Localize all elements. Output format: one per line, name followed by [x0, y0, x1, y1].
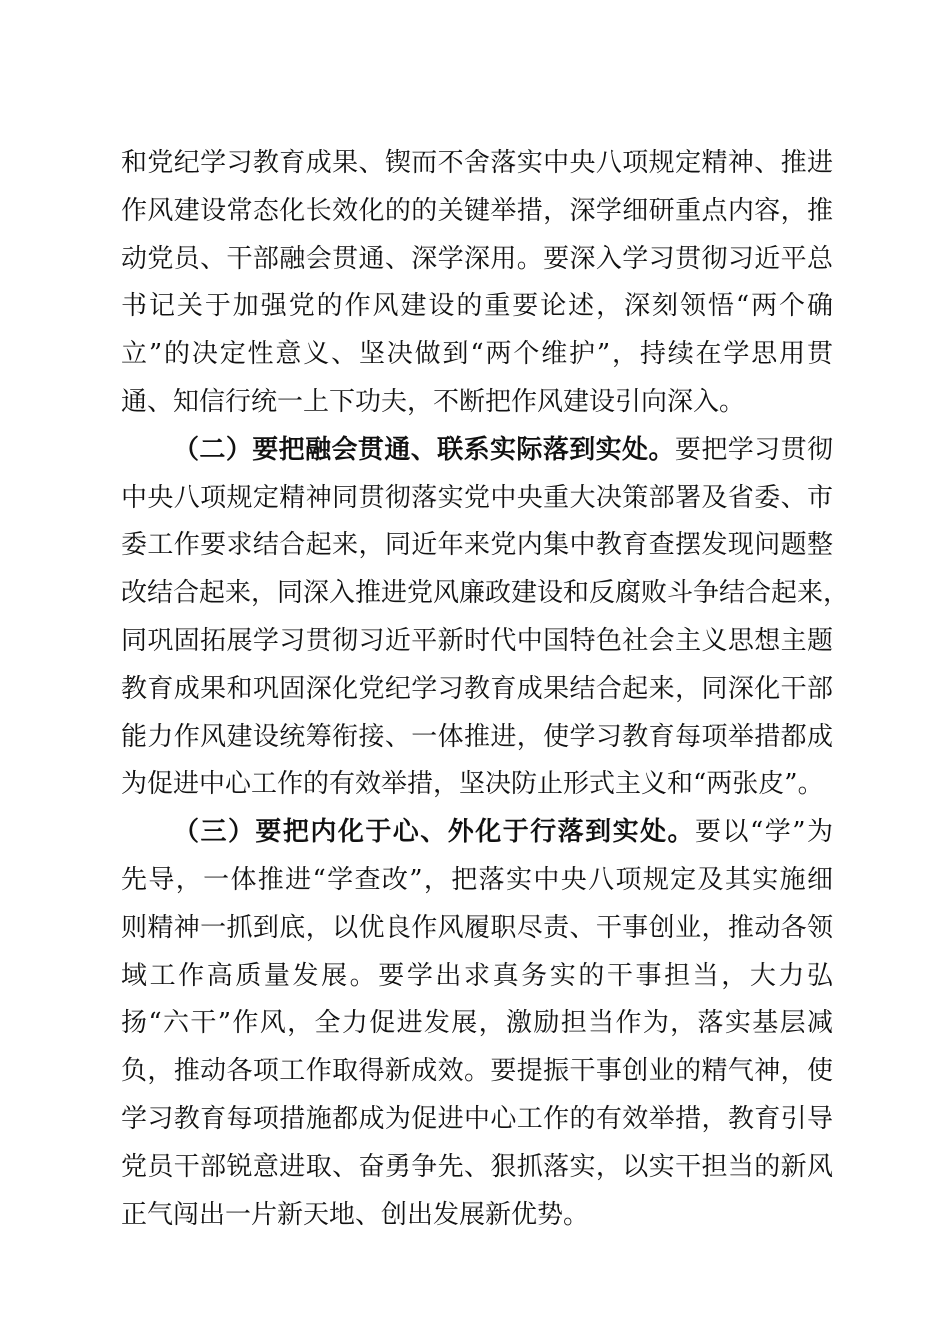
paragraph-line: 扬“六干”作风，全力促进发展，激励担当作为，落实基层减	[121, 1008, 833, 1039]
paragraph-first-line	[121, 427, 833, 475]
paragraph-line: 动党员、干部融会贯通、深学深用。要深入学习贯彻习近平总	[121, 243, 833, 274]
paragraph-text: 要以“学”为	[695, 817, 833, 848]
paragraph-line: 为促进中心工作的有效举措，坚决防止形式主义和“两张皮”。	[121, 769, 824, 800]
paragraph-line: 同巩固拓展学习贯彻习近平新时代中国特色社会主义思想主题	[121, 625, 833, 656]
document-body	[121, 140, 850, 1239]
paragraph-line: 域工作高质量发展。要学出求真务实的干事担当，大力弘	[121, 960, 833, 991]
paragraph-line: 通、知信行统一上下功夫，不断把作风建设引向深入。	[121, 386, 746, 417]
paragraph-line: 学习教育每项措施都成为促进中心工作的有效举措，教育引导	[121, 1103, 833, 1134]
paragraph-line: 教育成果和巩固深化党纪学习教育成果结合起来，同深化干部	[121, 673, 833, 704]
paragraph-line: 先导，一体推进“学查改”，把落实中央八项规定及其实施细	[121, 864, 833, 895]
paragraph-2	[121, 427, 850, 809]
paragraph-line: 能力作风建设统筹衔接、一体推进，使学习教育每项举措都成	[121, 721, 833, 752]
paragraph-line: 作风建设常态化长效化的的关键举措，深学细研重点内容，推	[121, 195, 833, 226]
paragraph-line: 中央八项规定精神同贯彻落实党中央重大决策部署及省委、市	[121, 482, 833, 513]
paragraph-3	[121, 809, 833, 1239]
section-heading: （二）要把融会贯通、联系实际落到实处。	[173, 434, 675, 465]
paragraph-1	[121, 140, 833, 427]
paragraph-text: 要把学习贯彻	[674, 434, 833, 465]
paragraph-line: 立”的决定性意义、坚决做到“两个维护”，持续在学思用贯	[121, 339, 833, 370]
paragraph-line: 委工作要求结合起来，同近年来党内集中教育查摆发现问题整	[121, 530, 833, 561]
paragraph-line: 和党纪学习教育成果、锲而不舍落实中央八项规定精神、推进	[121, 148, 833, 178]
paragraph-first-line	[121, 809, 833, 857]
paragraph-line: 正气闯出一片新天地、创出发展新优势。	[121, 1199, 590, 1230]
paragraph-line: 党员干部锐意进取、奋勇争先、狠抓落实，以实干担当的新风	[121, 1151, 833, 1182]
paragraph-line: 则精神一抓到底，以优良作风履职尽责、干事创业，推动各领	[121, 912, 833, 943]
paragraph-line: 书记关于加强党的作风建设的重要论述，深刻领悟“两个确	[121, 291, 833, 322]
paragraph-line: 改结合起来，同深入推进党风廉政建设和反腐败斗争结合起来，	[121, 578, 850, 609]
paragraph-line: 负，推动各项工作取得新成效。要提振干事创业的精气神，使	[121, 1056, 833, 1087]
section-heading: （三）要把内化于心、外化于行落到实处。	[173, 817, 696, 848]
